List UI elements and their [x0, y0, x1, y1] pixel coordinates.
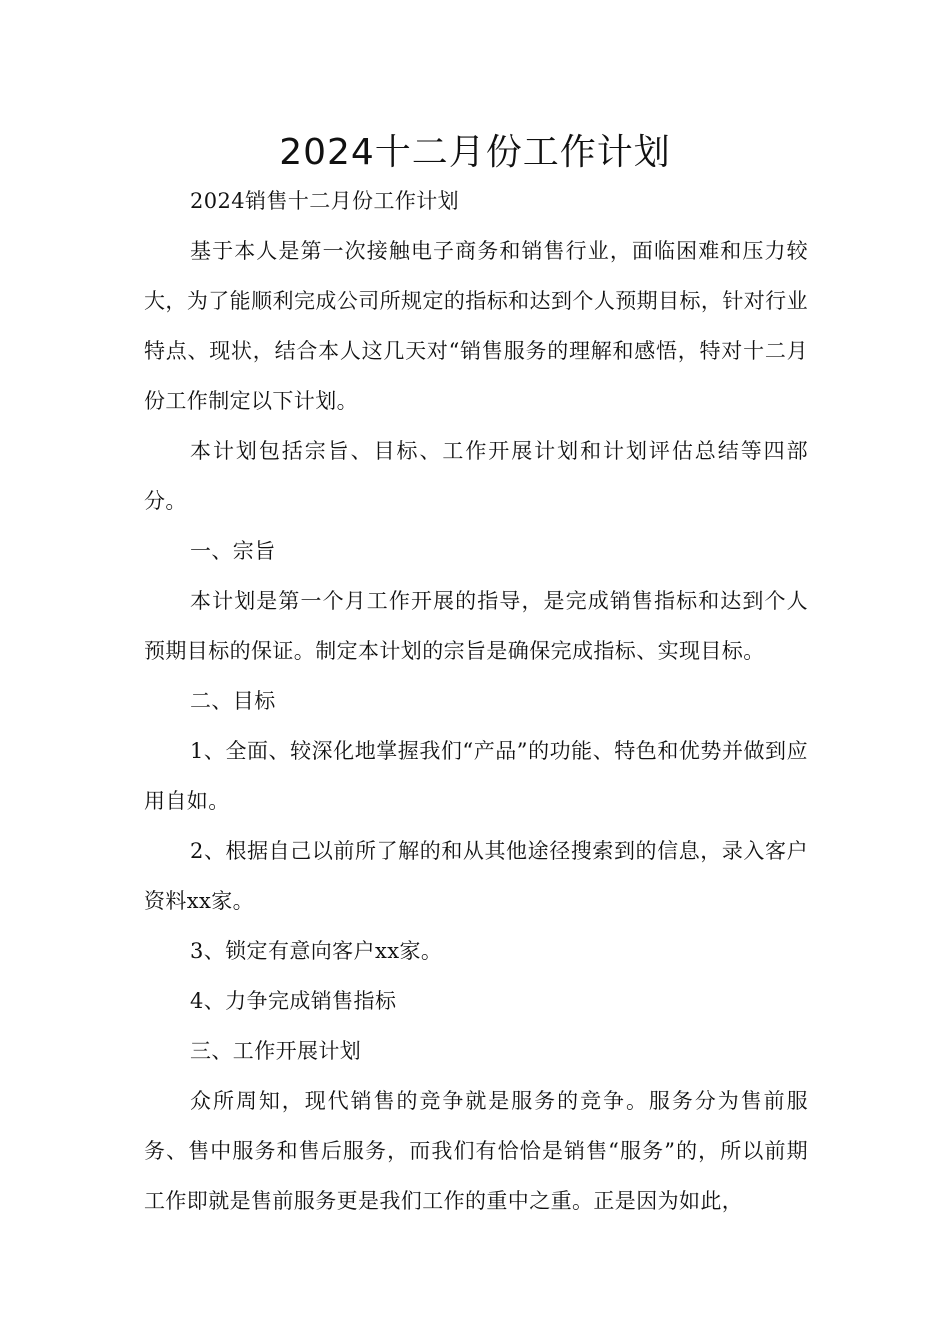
document-body	[144, 176, 808, 1226]
section-heading-purpose: 一、宗旨	[190, 539, 276, 563]
document-title: 2024十二月份工作计划	[279, 132, 671, 173]
section-heading-plan: 三、工作开展计划	[190, 1039, 362, 1063]
section-heading-goals: 二、目标	[190, 689, 276, 713]
goal-item-3: 3、锁定有意向客户xx家。	[190, 939, 443, 963]
goal-item-1: 1、全面、较深化地掌握我们“产品”的功能、特色和优势并做到应用自如。	[144, 739, 808, 813]
goal-item-2: 2、根据自己以前所了解的和从其他途径搜索到的信息，录入客户资料xx家。	[144, 839, 808, 913]
paragraph-intro: 基于本人是第一次接触电子商务和销售行业，面临困难和压力较大，为了能顺利完成公司所规定的指标和达到个人预期目标，针对行业特点、现状，结合本人这几天对“销售服务的理解和感悟，特对十二月份工作制定以下计划。	[144, 239, 808, 413]
goal-item-4: 4、力争完成销售指标	[190, 989, 397, 1013]
paragraph-purpose: 本计划是第一个月工作开展的指导，是完成销售指标和达到个人预期目标的保证。制定本计划的宗旨是确保完成指标、实现目标。	[144, 589, 808, 663]
paragraph-structure: 本计划包括宗旨、目标、工作开展计划和计划评估总结等四部分。	[144, 439, 808, 513]
paragraph-subtitle: 2024销售十二月份工作计划	[190, 189, 460, 213]
paragraph-plan: 众所周知，现代销售的竞争就是服务的竞争。服务分为售前服务、售中服务和售后服务，而我们有恰恰是销售“服务”的，所以前期工作即就是售前服务更是我们工作的重中之重。正是因为如此，	[144, 1089, 808, 1213]
